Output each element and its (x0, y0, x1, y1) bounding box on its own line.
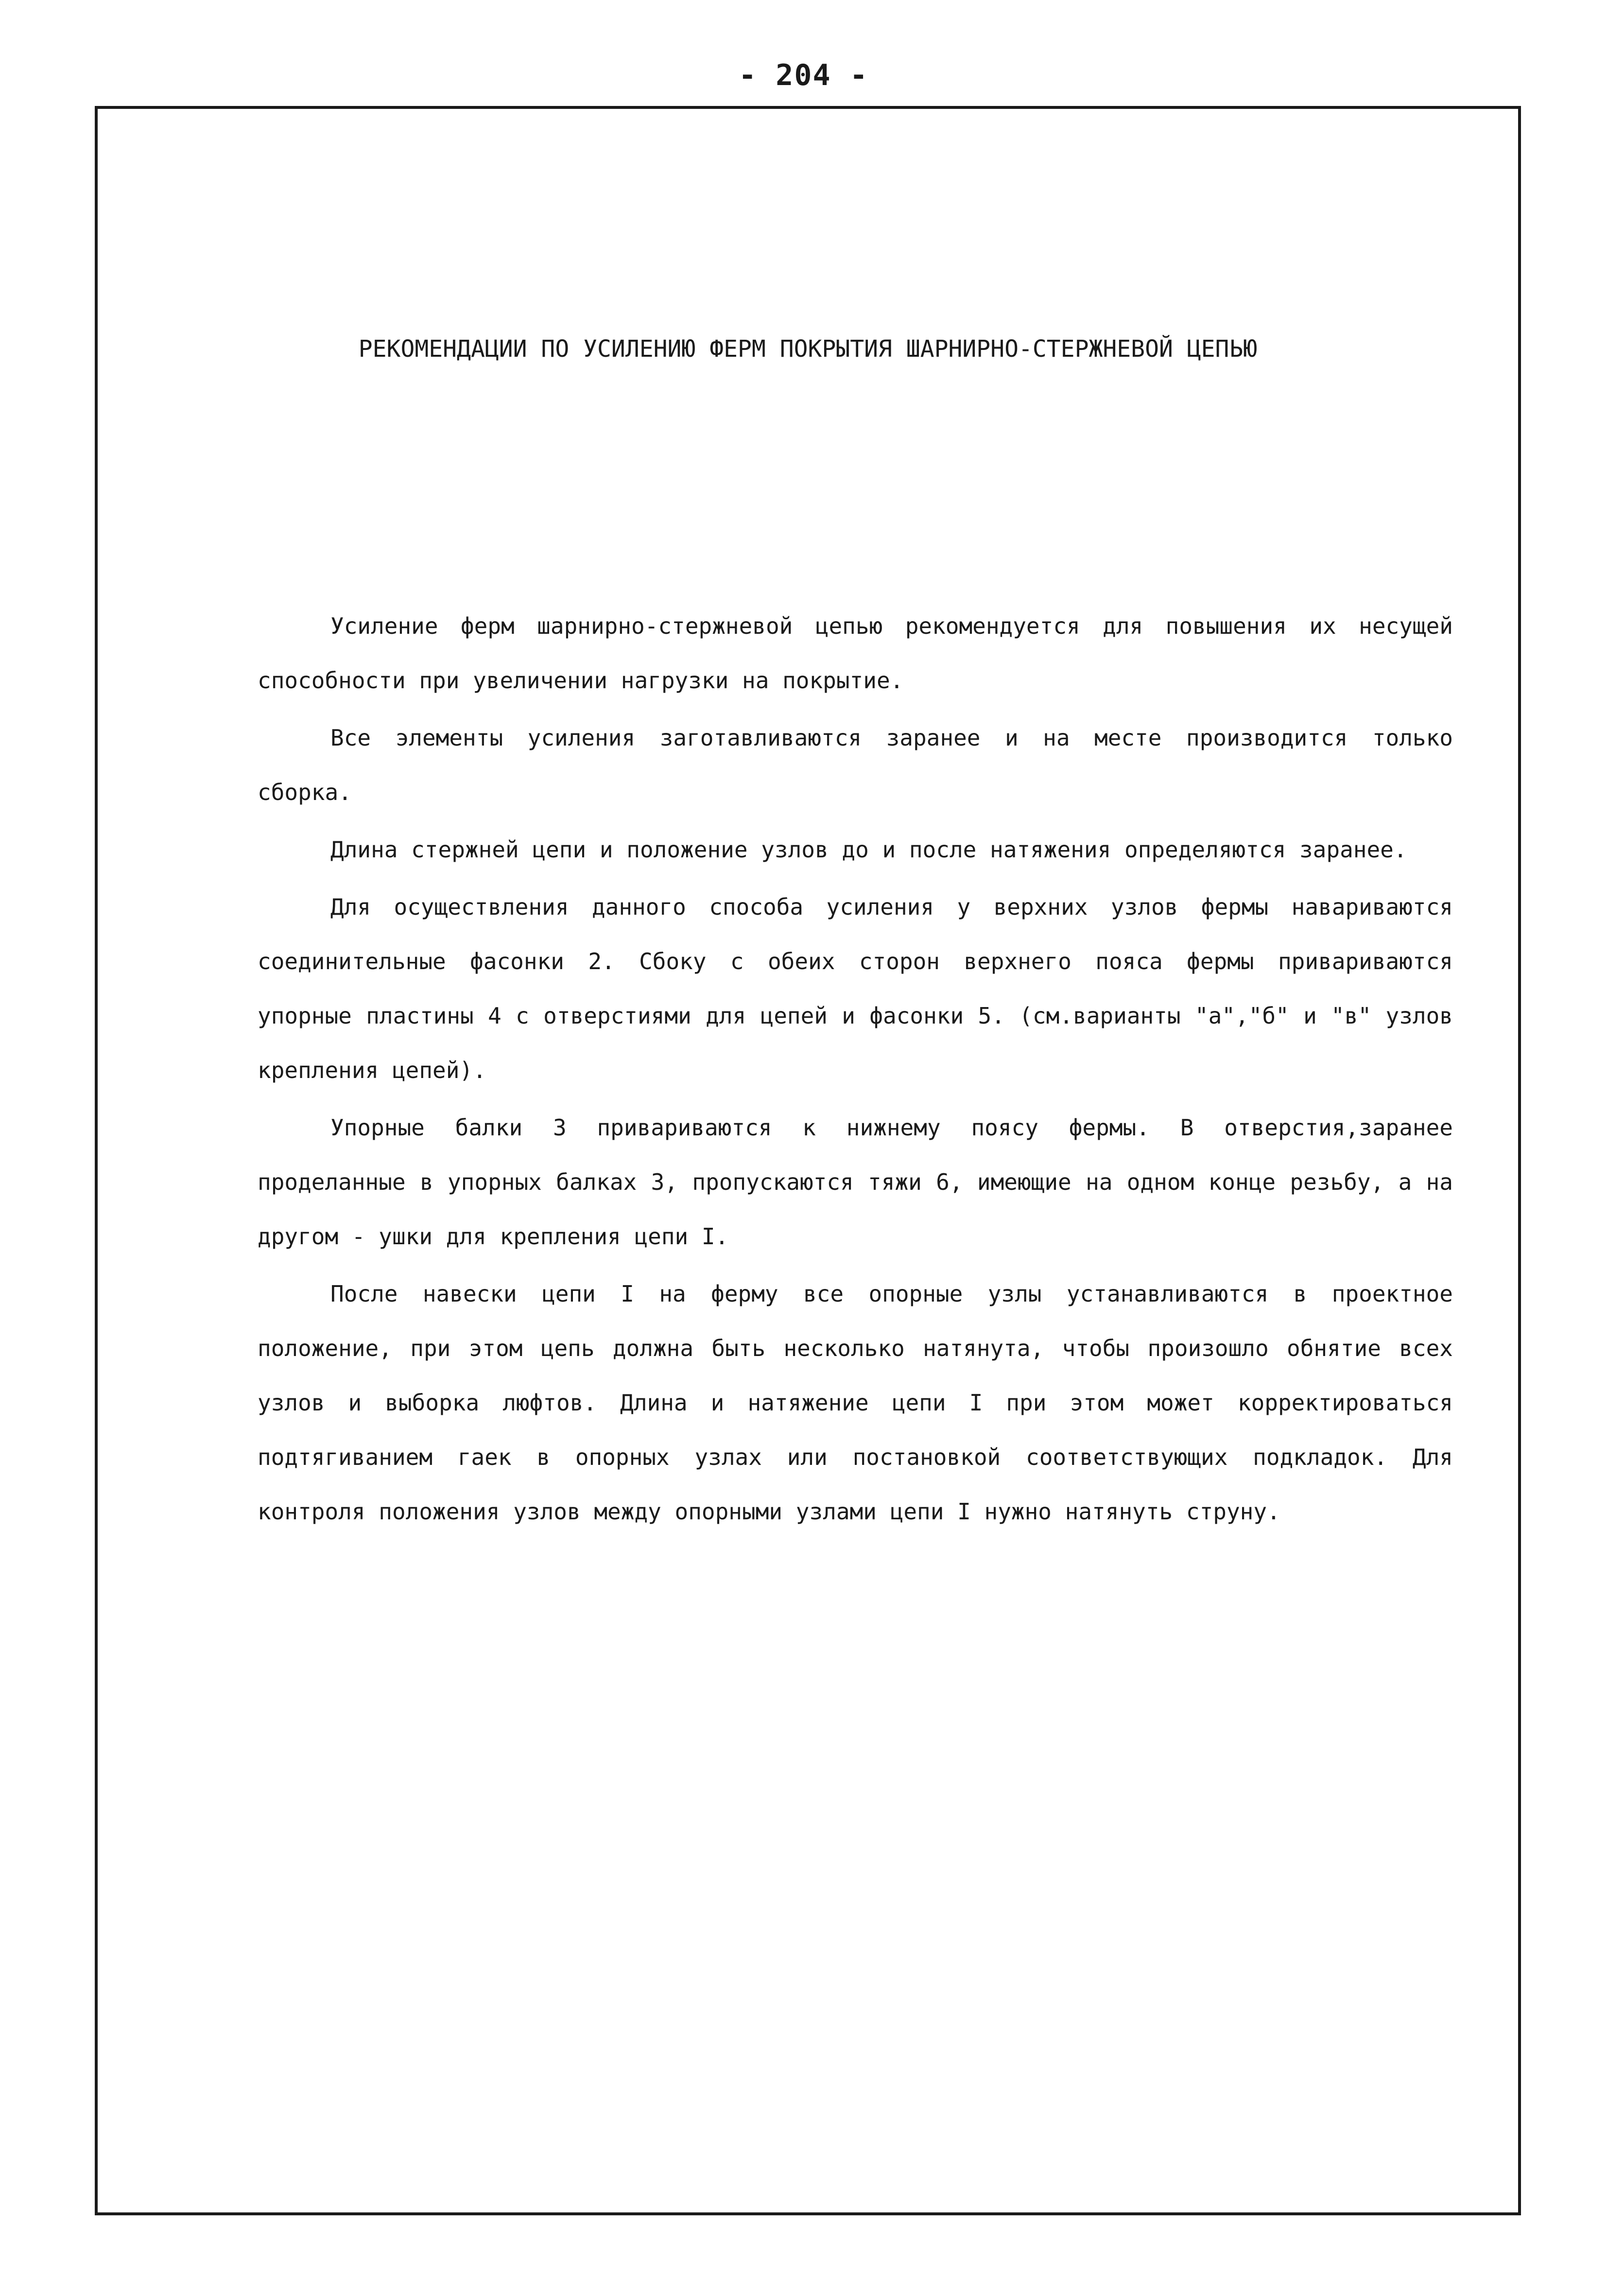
paragraph: После навески цепи I на ферму все опорные узлы устанавливаются в проектное положение, при этом цепь должна быть несколько натянута, чтобы произошло обнятие всех узлов и выборка люфтов. Длина и натяжение цепи I при этом может корректироваться подтягиванием гаек в опорных узлах или постановкой соответствующих подкладок. Для контроля положения узлов между опорными узлами цепи I нужно натянуть струну. (258, 1281, 1453, 1525)
body-text (258, 599, 1453, 1539)
paragraph: Упорные балки 3 привариваются к нижнему поясу фермы. В отверстия,заранее проделанные в упорных балках 3, пропускаются тяжи 6, имеющие на одном конце резьбу, а на другом - ушки для крепления цепи I. (258, 1114, 1453, 1250)
paragraph: Длина стержней цепи и положение узлов до и после натяжения определяются заранее. (330, 836, 1407, 863)
document-title: РЕКОМЕНДАЦИИ ПО УСИЛЕНИЮ ФЕРМ ПОКРЫТИЯ ШАРНИРНО-СТЕРЖНЕВОЙ ЦЕПЬЮ (358, 335, 1258, 363)
paragraph: Все элементы усиления заготавливаются заранее и на месте производится только сборка. (258, 725, 1453, 805)
paragraph: Для осуществления данного способа усиления у верхних узлов фермы навариваются соединительные фасонки 2. Сбоку с обеих сторон верхнего пояса фермы привариваются упорные пластины 4 с отверстиями для цепей и фасонки 5. (см.варианты "а","б" и "в" узлов крепления цепей). (258, 894, 1453, 1083)
page-number: - 204 - (739, 58, 868, 92)
paragraph: Усиление ферм шарнирно-стержневой цепью рекомендуется для повышения их несущей способности при увеличении нагрузки на покрытие. (258, 613, 1453, 694)
